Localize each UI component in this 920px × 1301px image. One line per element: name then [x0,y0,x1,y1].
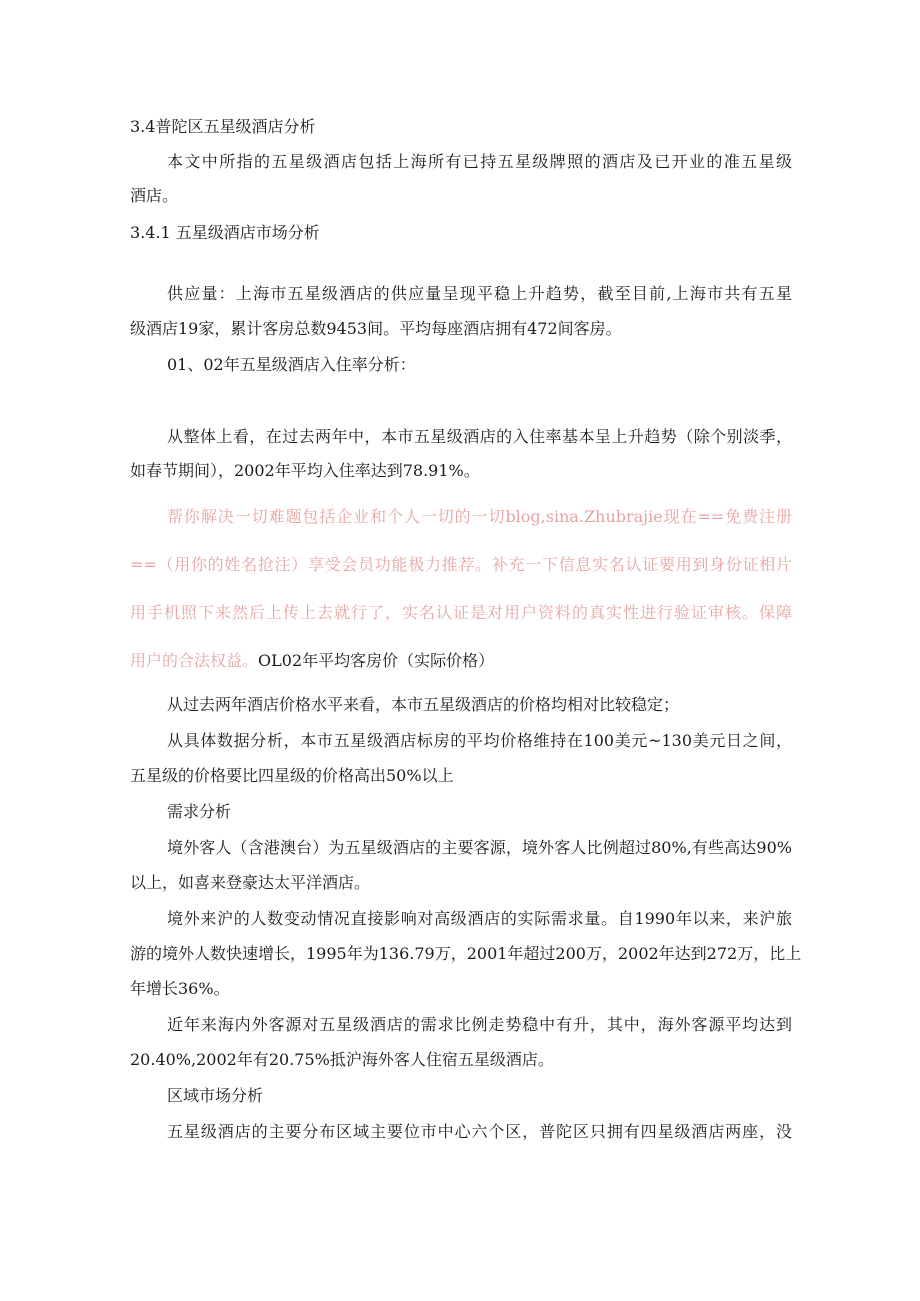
paragraph-line: 酒店。 [130,186,179,205]
paragraph-line: 游的境外人数快速增长，1995年为136.79万，2001年超过200万，2002年达到272万，比上 [130,944,802,963]
paragraph-line: 年增长36%。 [130,979,230,998]
paragraph-line: 从整体上看，在过去两年中，本市五星级酒店的入住率基本呈上升趋势（除个别淡季， [167,427,792,446]
paragraph-line: 20.40%,2002年有20.75%抵沪海外客人住宿五星级酒店。 [130,1050,554,1069]
paragraph-line: 级酒店19家，累计客房总数9453间。平均每座酒店拥有472间客房。 [130,319,622,338]
paragraph-line: 本文中所指的五星级酒店包括上海所有已持五星级牌照的酒店及已开业的准五星级 [167,152,792,171]
paragraph-line: 从具体数据分析，本市五星级酒店标房的平均价格维持在100美元~130美元日之间， [167,731,792,750]
paragraph-line: 供应量：上海市五星级酒店的供应量呈现平稳上升趋势，截至目前,上海市共有五星 [167,284,792,303]
paragraph-line: 境外客人（含港澳台）为五星级酒店的主要客源，境外客人比例超过80%,有些高达90% [167,838,792,857]
paragraph-line: 以上，如喜来登豪达太平洋酒店。 [130,873,371,892]
mixed-line [130,651,494,671]
ad-text-line: ==（用你的姓名抢注）享受会员功能极力推荐。补充一下信息实名认证要用到身份证相片 [130,555,792,574]
paragraph-line: 01、02年五星级酒店入住率分析： [167,355,416,374]
ad-text-line: 帮你解决一切难题包括企业和个人一切的一切blog,sina.Zhubrajie现在==免费注册 [167,507,792,526]
paragraph-line: 从过去两年酒店价格水平来看，本市五星级酒店的价格均相对比较稳定； [167,695,680,714]
paragraph-line: 近年来海内外客源对五星级酒店的需求比例走势稳中有升，其中，海外客源平均达到 [167,1015,792,1034]
paragraph-line: 境外来沪的人数变动情况直接影响对高级酒店的实际需求量。自1990年以来，来沪旅 [167,909,792,928]
paragraph-fragment: OL02年平均客房价（实际价格） [258,651,495,670]
paragraph-line: 五星级酒店的主要分布区域主要位市中心六个区，普陀区只拥有四星级酒店两座，没 [167,1122,792,1141]
section-heading-3-4-1: 3.4.1 五星级酒店市场分析 [130,223,320,242]
paragraph-line: 如春节期间），2002年平均入住率达到78.91%。 [130,461,480,480]
ad-text-fragment: 用户的合法权益。 [130,651,259,670]
paragraph-line: 五星级的价格要比四星级的价格高出50%以上 [130,766,454,785]
subheading-region: 区域市场分析 [167,1086,264,1105]
section-heading-3-4: 3.4普陀区五星级酒店分析 [130,117,316,136]
subheading-demand: 需求分析 [167,802,232,821]
ad-text-line: 用手机照下来然后上传上去就行了，实名认证是对用户资料的真实性进行验证审核。保障 [130,603,792,622]
